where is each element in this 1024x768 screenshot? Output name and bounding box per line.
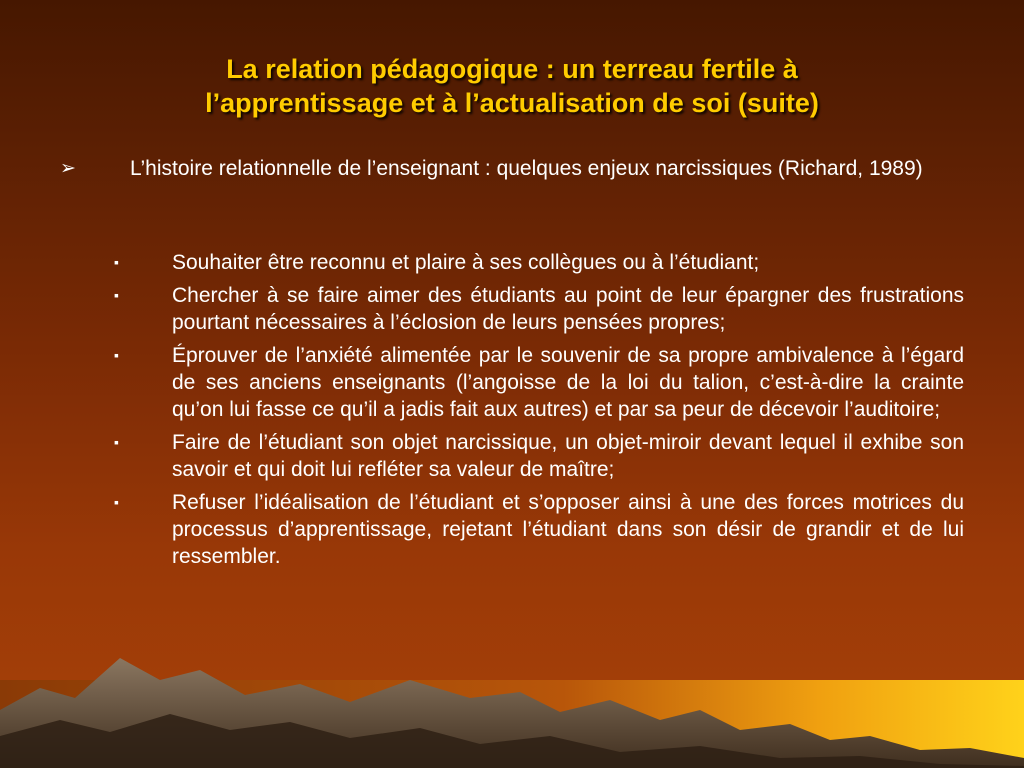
slide-title [40, 52, 984, 120]
square-bullet-icon: ▪ [114, 254, 119, 270]
main-point [60, 155, 964, 182]
mountain-landscape-image [0, 640, 1024, 768]
list-item [110, 249, 964, 276]
list-item-text: Chercher à se faire aimer des étudiants au point de leur épargner des frustrations pourtant nécessaires à l’éclosion de leurs pensées propres; [172, 284, 964, 334]
title-line-2: l’apprentissage et à l’actualisation de soi (suite) [205, 88, 819, 118]
square-bullet-icon: ▪ [114, 494, 119, 510]
square-bullet-icon: ▪ [114, 287, 119, 303]
list-item-text: Faire de l’étudiant son objet narcissique, un objet-miroir devant lequel il exhibe son savoir et qui doit lui refléter sa valeur de maître; [172, 431, 964, 481]
list-item [110, 489, 964, 570]
title-line-1: La relation pédagogique : un terreau fertile à [226, 54, 798, 84]
list-item-text: Refuser l’idéalisation de l’étudiant et s’opposer ainsi à une des forces motrices du processus d’apprentissage, rejetant l’étudiant dans son désir de grandir et de lui ressembler. [172, 491, 964, 568]
list-item-text: Éprouver de l’anxiété alimentée par le souvenir de sa propre ambivalence à l’égard de ses anciens enseignants (l’angoisse de la loi du talion, c’est-à-dire la crainte qu’on lui fasse ce qu’il a jadis fait aux autres) et par sa peur de décevoir l’auditoire; [172, 344, 964, 421]
arrow-bullet-icon: ➢ [60, 158, 76, 179]
square-bullet-icon: ▪ [114, 347, 119, 363]
list-item [110, 342, 964, 423]
square-bullet-icon: ▪ [114, 434, 119, 450]
sub-point-list [110, 249, 964, 576]
list-item-text: Souhaiter être reconnu et plaire à ses collègues ou à l’étudiant; [172, 251, 760, 274]
main-point-text: L’histoire relationnelle de l’enseignant : quelques enjeux narcissiques (Richard, 1989) [130, 157, 923, 180]
list-item [110, 282, 964, 336]
list-item [110, 429, 964, 483]
